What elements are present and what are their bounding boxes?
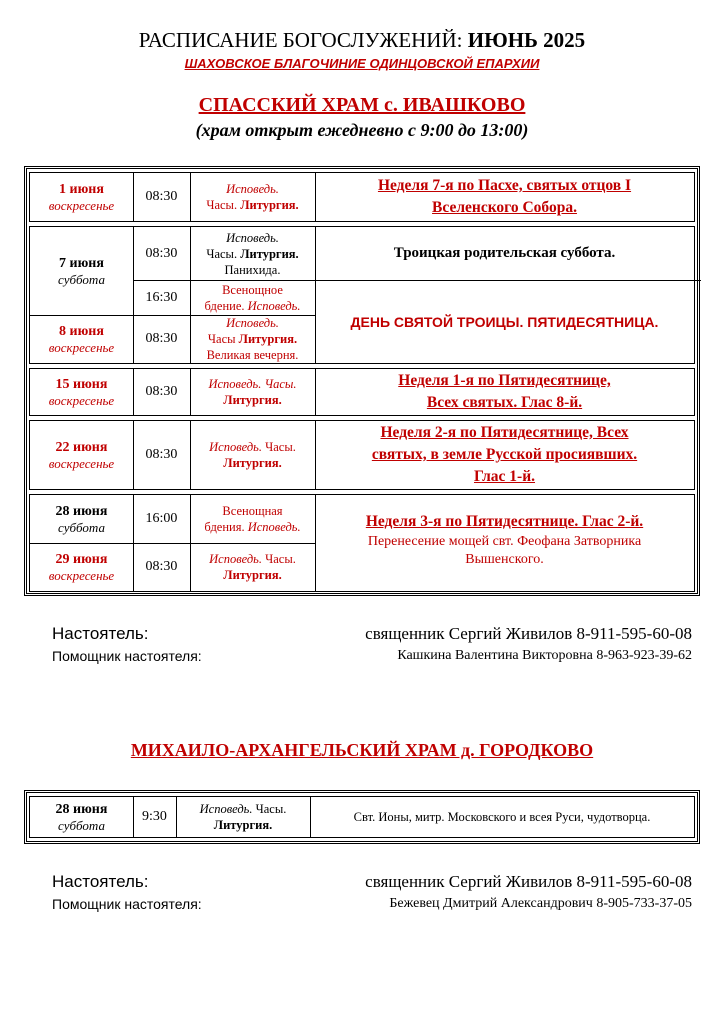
time: 9:30 — [142, 809, 167, 824]
assistant-label: Помощник настоятеля: — [52, 648, 202, 664]
service-vespers: Великая вечерня. — [206, 348, 299, 362]
service-panikhida: Панихида. — [224, 262, 281, 277]
service-liturgy: Литургия. — [240, 198, 299, 212]
memo-line-1: Перенесение мощей свт. Феофана Затворника — [367, 534, 642, 549]
feast — [315, 369, 694, 415]
time: 08:30 — [145, 559, 178, 574]
date: 28 июня — [55, 503, 108, 519]
time: 08:30 — [145, 384, 178, 399]
date-cell — [30, 369, 133, 415]
date-cell — [30, 227, 133, 315]
services — [190, 495, 315, 543]
date-cell — [30, 315, 133, 363]
services — [176, 797, 310, 837]
service-confession: Исповедь. Часы. — [208, 377, 297, 391]
assistant-row — [52, 896, 692, 912]
weekday: суббота — [58, 519, 105, 535]
schedule-group-4 — [29, 420, 695, 490]
service-confession: Исповедь. — [209, 552, 262, 566]
services — [190, 173, 315, 221]
schedule-group-church2 — [29, 796, 695, 838]
weekday: суббота — [58, 271, 105, 287]
service-confession: Исповедь. — [226, 182, 279, 196]
service-liturgy: Литургия. — [213, 818, 273, 832]
date-cell — [30, 421, 133, 489]
feast-line-1: Неделя 2-я по Пятидесятнице, Всех — [380, 424, 629, 441]
service-confession: Исповедь. — [209, 440, 262, 454]
title-prefix: РАСПИСАНИЕ БОГОСЛУЖЕНИЙ: — [138, 28, 468, 52]
services — [190, 543, 315, 591]
weekday: воскресенье — [48, 392, 115, 408]
service-vigil: Всенощное — [222, 282, 283, 297]
service-hours: Часы. — [262, 440, 296, 454]
service-vigil-2: бдение. — [204, 298, 248, 313]
service-liturgy: Литургия. — [223, 568, 282, 582]
memo-line-2: Вышенского. — [465, 552, 544, 567]
weekday: воскресенье — [48, 455, 115, 471]
schedule-group-2 — [29, 226, 695, 364]
service-liturgy: Литургия. — [223, 456, 282, 470]
services — [190, 280, 315, 315]
date: 28 июня — [55, 801, 108, 817]
schedule-table-church1 — [24, 166, 700, 596]
assistant-row — [52, 648, 692, 664]
page-title — [0, 28, 724, 53]
schedule-group-1 — [29, 172, 695, 222]
time: 16:00 — [145, 511, 178, 526]
service-confession: Исповедь. — [226, 316, 279, 330]
schedule-table-church2 — [24, 790, 700, 844]
service-hours: Часы. — [262, 552, 296, 566]
date: 7 июня — [59, 255, 104, 271]
service-confession: Исповедь. — [247, 520, 301, 534]
weekday: суббота — [58, 817, 105, 833]
time: 08:30 — [145, 447, 178, 462]
feast: Троицкая родительская суббота. — [393, 245, 616, 261]
feast-line-1: Неделя 1-я по Пятидесятнице, — [398, 372, 611, 389]
date: 29 июня — [55, 551, 108, 567]
service-confession: Исповедь. — [226, 230, 279, 245]
service-hours: Часы. — [252, 802, 287, 816]
date: 22 июня — [55, 439, 108, 455]
feast — [315, 495, 694, 591]
assistant-label: Помощник настоятеля: — [52, 896, 202, 912]
rector-label: Настоятель: — [52, 624, 149, 643]
feast-line-1: Неделя 7-я по Пасхе, святых отцов I — [377, 177, 632, 194]
weekday: воскресенье — [48, 567, 115, 583]
time: 16:30 — [145, 289, 178, 305]
church1-footer — [52, 624, 692, 664]
service-liturgy: Литургия. — [240, 246, 299, 261]
service-hours: Часы. — [206, 246, 241, 261]
church2-name: МИХАИЛО-АРХАНГЕЛЬСКИЙ ХРАМ д. ГОРОДКОВО — [130, 740, 594, 760]
date: 15 июня — [55, 376, 108, 392]
feast-line-2: Всех святых. Глас 8-й. — [426, 394, 583, 411]
date-cell — [30, 495, 133, 543]
date-cell — [30, 797, 133, 837]
date: 1 июня — [59, 181, 104, 197]
assistant-name: Бежевец Дмитрий Александрович 8-905-733-37-05 — [389, 896, 692, 911]
feast — [315, 173, 694, 221]
rector-row — [52, 872, 692, 892]
service-hours: Часы — [207, 332, 239, 346]
rector-name: священник Сергий Живилов 8-911-595-60-08 — [365, 624, 692, 643]
assistant-name: Кашкина Валентина Викторовна 8-963-923-39-62 — [397, 648, 692, 663]
church1-hours: (храм открыт ежедневно с 9:00 до 13:00) — [195, 120, 529, 140]
feast-line-3: Глас 1-й. — [473, 468, 536, 485]
date-cell — [30, 543, 133, 591]
title-month: ИЮНЬ 2025 — [467, 28, 586, 52]
deanery-subtitle: ШАХОВСКОЕ БЛАГОЧИНИЕ ОДИНЦОВСКОЙ ЕПАРХИИ — [184, 56, 540, 71]
service-liturgy: Литургия. — [238, 332, 298, 346]
schedule-group-5 — [29, 494, 695, 592]
service-liturgy: Литургия. — [223, 393, 282, 407]
church2-footer — [52, 872, 692, 912]
service-confession: Исповедь. — [199, 802, 253, 816]
date: 8 июня — [59, 323, 104, 339]
feast-line-2: святых, в земле Русской просиявших. — [371, 446, 638, 463]
feast-title: Неделя 3-я по Пятидесятнице. Глас 2-й. — [365, 513, 644, 530]
rector-name: священник Сергий Живилов 8-911-595-60-08 — [365, 872, 692, 891]
weekday: воскресенье — [48, 339, 115, 355]
feast — [315, 421, 694, 489]
services — [190, 315, 315, 363]
service-vigil: Всенощная — [222, 504, 283, 518]
service-hours: Часы. — [206, 198, 241, 212]
service-vigil-2: бдения. — [204, 520, 248, 534]
time: 08:30 — [145, 245, 178, 261]
service-confession: Исповедь. — [247, 298, 301, 313]
schedule-group-3 — [29, 368, 695, 416]
feast-line-2: Вселенского Собора. — [432, 199, 577, 216]
feast: Свт. Ионы, митр. Московского и всея Руси, чудотворца. — [353, 809, 651, 824]
services — [190, 421, 315, 489]
weekday: воскресенье — [48, 197, 115, 213]
rector-label: Настоятель: — [52, 872, 149, 891]
time: 08:30 — [145, 189, 178, 204]
rector-row — [52, 624, 692, 644]
services — [190, 369, 315, 415]
services — [190, 227, 315, 280]
church1-name: СПАССКИЙ ХРАМ с. ИВАШКОВО — [198, 94, 526, 116]
date-cell — [30, 173, 133, 221]
feast: ДЕНЬ СВЯТОЙ ТРОИЦЫ. ПЯТИДЕСЯТНИЦА. — [350, 313, 659, 330]
time: 08:30 — [145, 331, 178, 346]
